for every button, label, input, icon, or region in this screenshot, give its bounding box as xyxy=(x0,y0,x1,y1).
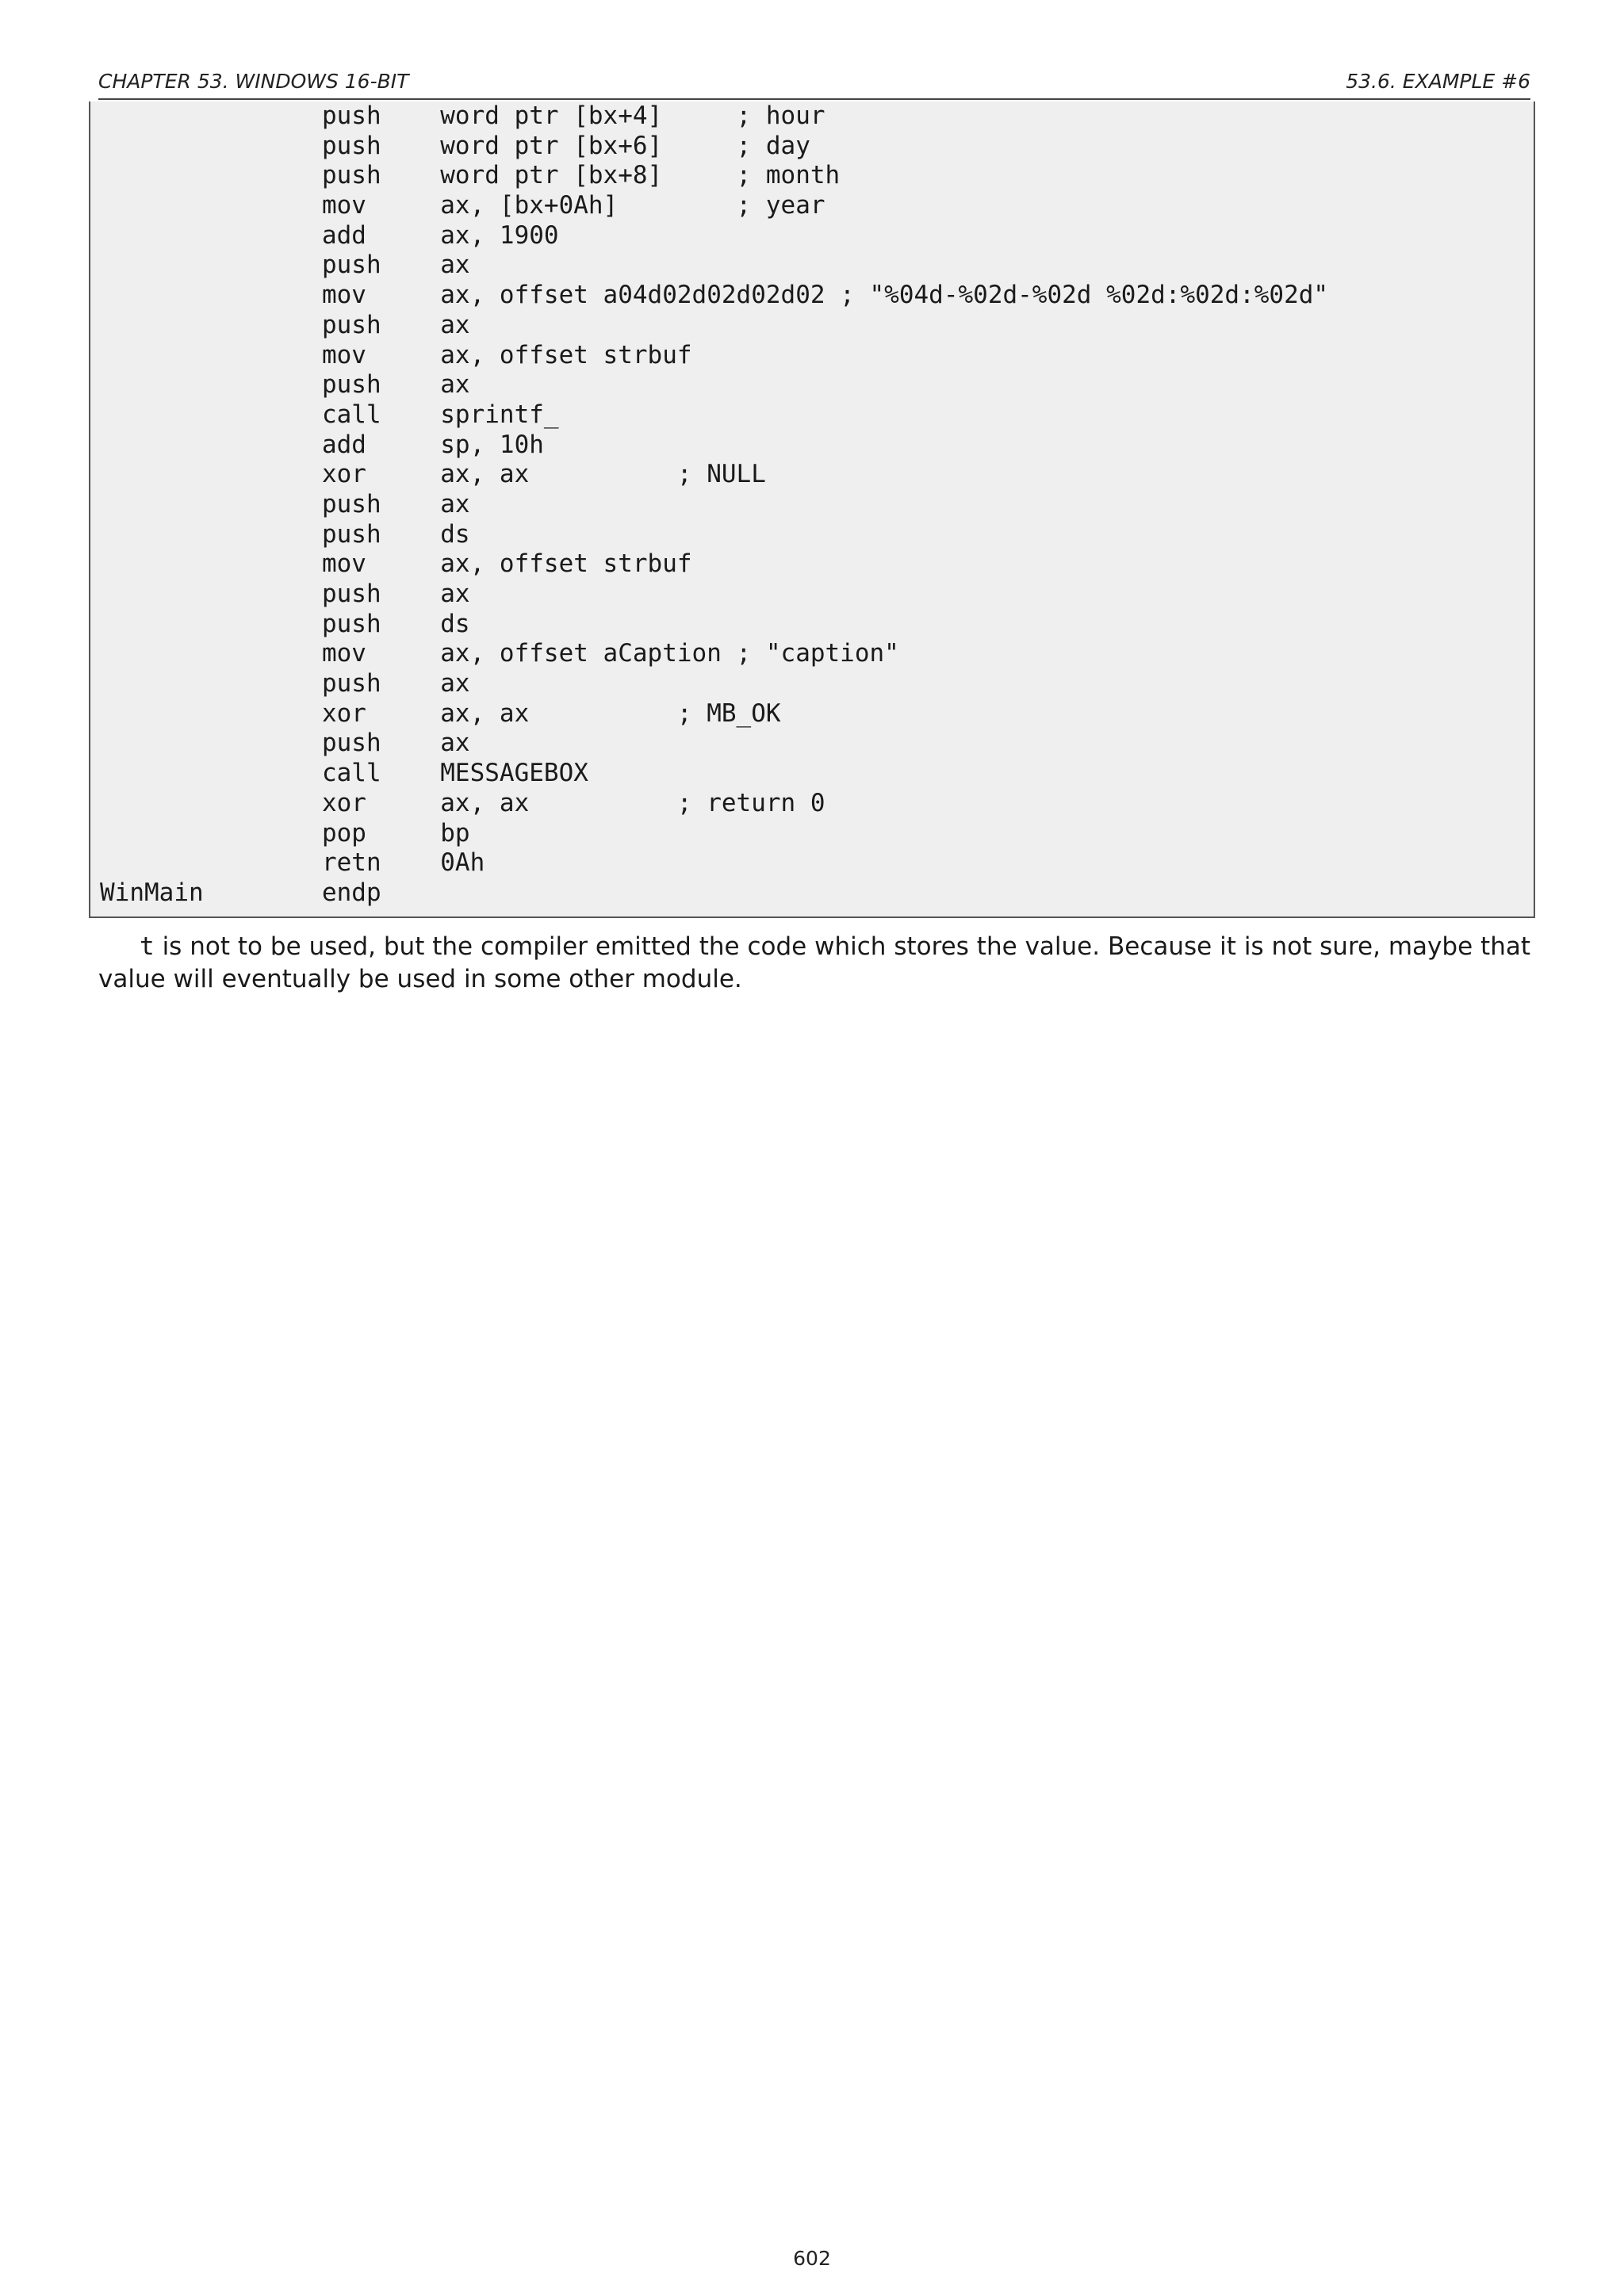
section-title: 53.6. EXAMPLE #6 xyxy=(1346,70,1530,93)
code-line: call sprintf_ xyxy=(100,400,559,429)
code-block xyxy=(100,101,1328,909)
code-line: push ax xyxy=(100,489,470,519)
code-line: mov ax, [bx+0Ah] ; year xyxy=(100,191,825,220)
code-listing xyxy=(89,101,1535,918)
code-line: push ax xyxy=(100,370,470,400)
code-line: push ax xyxy=(100,669,470,698)
code-line: mov ax, offset strbuf xyxy=(100,340,692,369)
code-line: WinMain endp xyxy=(100,878,381,907)
code-line: push word ptr [bx+6] ; day xyxy=(100,131,810,160)
code-line: xor ax, ax ; return 0 xyxy=(100,788,825,817)
page-number: 602 xyxy=(793,2247,831,2270)
code-line: push ax xyxy=(100,580,470,608)
inline-code: t xyxy=(140,932,155,961)
code-line: push ax xyxy=(100,729,470,758)
code-line: xor ax, ax ; MB_OK xyxy=(100,698,781,728)
code-line: push ds xyxy=(100,609,470,638)
code-line: mov ax, offset strbuf xyxy=(100,549,692,579)
paragraph-text: is not to be used, but the compiler emitted the code which stores the value. Because it is not sure, maybe that value will eventually be used in some other module. xyxy=(98,932,1530,993)
chapter-title: CHAPTER 53. WINDOWS 16-BIT xyxy=(98,70,409,93)
code-line: xor ax, ax ; NULL xyxy=(100,460,766,489)
code-line: add ax, 1900 xyxy=(100,220,559,250)
code-line: mov ax, offset a04d02d02d02d02 ; "%04d-%02d-%02d %02d:%02d:%02d" xyxy=(100,281,1329,310)
code-line: pop bp xyxy=(100,818,470,848)
code-line: add sp, 10h xyxy=(100,430,544,459)
code-line: mov ax, offset aCaption ; "caption" xyxy=(100,639,899,668)
code-line: push ds xyxy=(100,519,470,549)
code-line: push ax xyxy=(100,251,470,280)
code-line: push word ptr [bx+8] ; month xyxy=(100,161,841,190)
code-line: call MESSAGEBOX xyxy=(100,759,588,788)
header-divider xyxy=(98,98,1530,100)
code-line: retn 0Ah xyxy=(100,848,485,878)
code-line: push word ptr [bx+4] ; hour xyxy=(100,101,825,130)
code-line: push ax xyxy=(100,310,470,339)
body-paragraph xyxy=(98,931,1530,996)
page-header xyxy=(98,70,1530,95)
